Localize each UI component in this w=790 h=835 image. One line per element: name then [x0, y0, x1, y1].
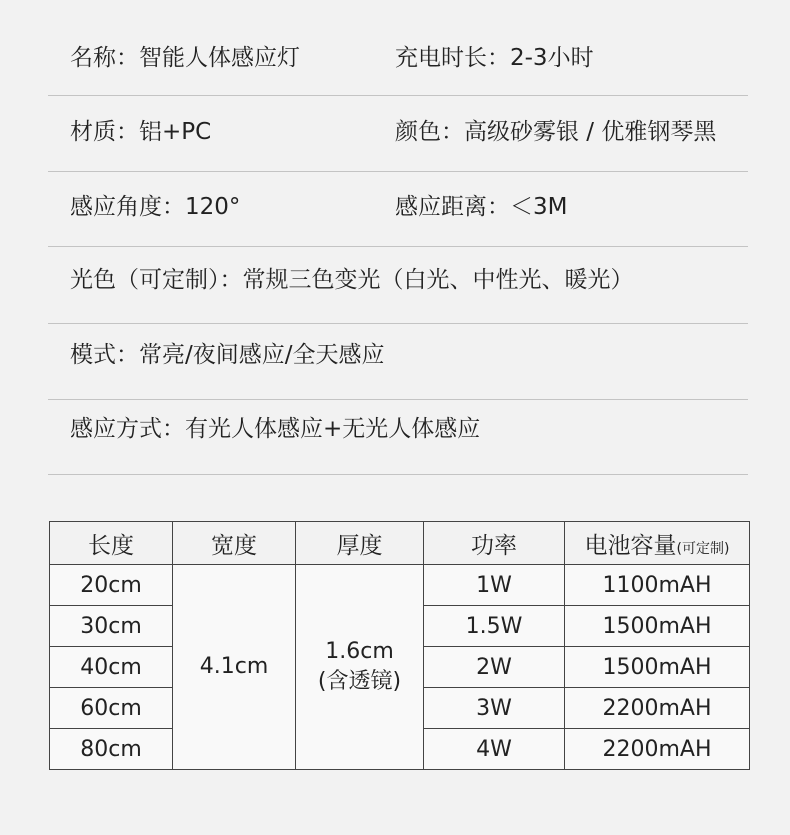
- cell-battery: 2200mAH: [565, 688, 750, 729]
- spec-light-color: 光色（可定制）：常规三色变光（白光、中性光、暖光）: [70, 267, 634, 293]
- spec-material: 材质：铝+PC: [70, 119, 212, 145]
- cell-length: 30cm: [50, 606, 173, 647]
- thickness-note: (含透镜): [317, 669, 402, 694]
- cell-power: 1.5W: [424, 606, 565, 647]
- header-battery-note: (可定制): [676, 540, 730, 557]
- header-thickness: 厚度: [296, 522, 424, 565]
- cell-power: 3W: [424, 688, 565, 729]
- cell-battery: 2200mAH: [565, 729, 750, 770]
- spec-angle: 感应角度：120°: [70, 194, 241, 220]
- header-length: 长度: [50, 522, 173, 565]
- spec-color: 颜色：高级砂雾银 / 优雅钢琴黑: [395, 119, 717, 145]
- cell-battery: 1500mAH: [565, 647, 750, 688]
- cell-battery: 1100mAH: [565, 565, 750, 606]
- cell-battery: 1500mAH: [565, 606, 750, 647]
- cell-thickness: [296, 565, 424, 770]
- cell-power: 2W: [424, 647, 565, 688]
- spec-mode: 模式：常亮/夜间感应/全天感应: [70, 342, 385, 368]
- spec-charge-time: 充电时长：2-3小时: [395, 45, 594, 71]
- spec-name: 名称：智能人体感应灯: [70, 45, 300, 71]
- header-battery: [565, 522, 750, 565]
- header-width: 宽度: [173, 522, 296, 565]
- spec-table: [49, 521, 750, 770]
- cell-power: 1W: [424, 565, 565, 606]
- thickness-value: 1.6cm: [325, 639, 394, 664]
- spec-distance: 感应距离：＜3M: [395, 194, 568, 220]
- spec-sensing-method: 感应方式：有光人体感应+无光人体感应: [70, 416, 481, 442]
- header-battery-label: 电池容量: [584, 532, 677, 559]
- cell-length: 20cm: [50, 565, 173, 606]
- cell-length: 80cm: [50, 729, 173, 770]
- cell-length: 60cm: [50, 688, 173, 729]
- table-row: [50, 565, 750, 606]
- cell-width: 4.1cm: [173, 565, 296, 770]
- header-power: 功率: [424, 522, 565, 565]
- cell-length: 40cm: [50, 647, 173, 688]
- cell-power: 4W: [424, 729, 565, 770]
- table-header-row: [50, 522, 750, 565]
